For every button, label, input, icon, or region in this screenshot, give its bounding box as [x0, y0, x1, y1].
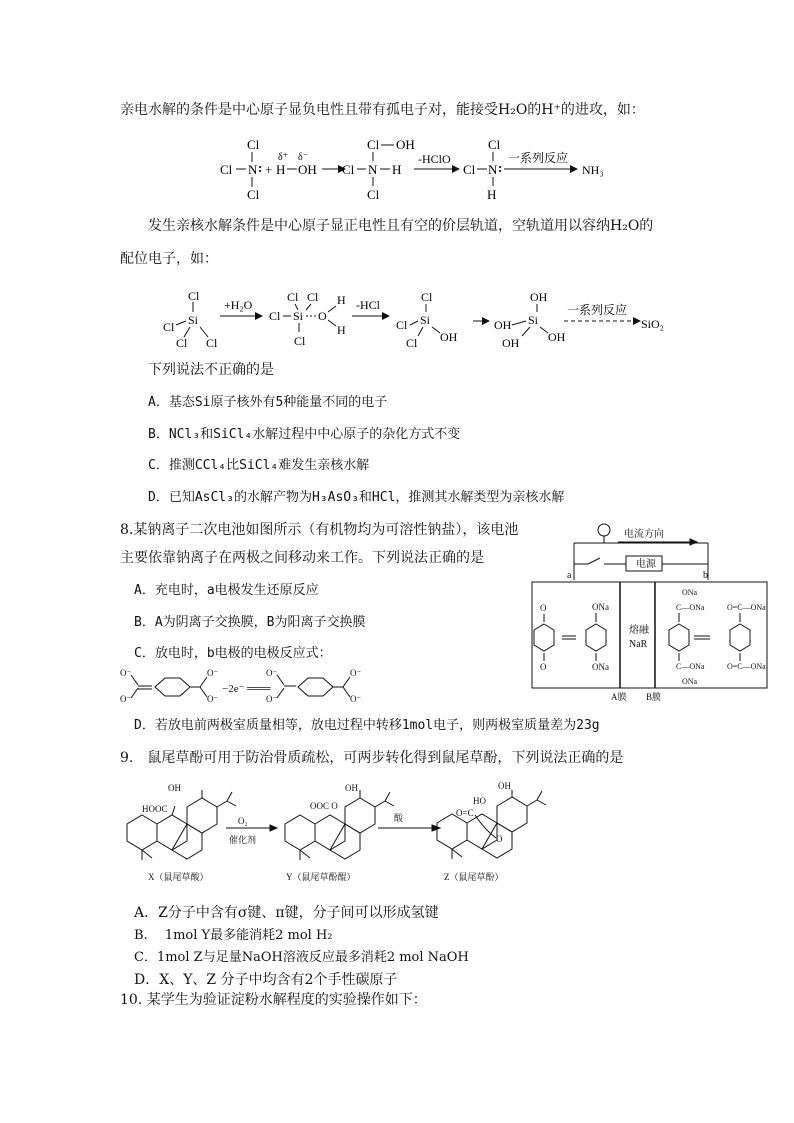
svg-text:OH: OH — [396, 137, 415, 152]
svg-text:Cl: Cl — [421, 290, 433, 304]
q7-stem: 下列说法不正确的是 — [148, 362, 274, 378]
svg-text:Cl: Cl — [488, 137, 501, 152]
svg-text:a: a — [567, 570, 572, 581]
svg-text:HO: HO — [473, 796, 486, 806]
svg-text:O=C: O=C — [456, 808, 474, 818]
svg-text:Cl: Cl — [406, 336, 418, 350]
svg-text::: : — [258, 160, 263, 175]
svg-text:Cl: Cl — [269, 309, 281, 323]
svg-text:O⁻: O⁻ — [120, 694, 132, 704]
svg-text:Cl: Cl — [342, 162, 355, 177]
svg-text:A膜: A膜 — [611, 692, 627, 702]
svg-text:Cl: Cl — [396, 318, 408, 332]
intro-line-1: 亲电水解的条件是中心原子显负电性且带有孤电子对，能接受H₂O的H⁺的进攻，如： — [120, 102, 645, 118]
svg-text:Si: Si — [528, 313, 539, 327]
svg-text:Si: Si — [293, 309, 304, 323]
svg-text:Y（鼠尾草酚醌）: Y（鼠尾草酚醌） — [286, 872, 356, 882]
svg-text:Cl: Cl — [206, 336, 218, 350]
svg-text:Z（鼠尾草酚）: Z（鼠尾草酚） — [444, 872, 504, 882]
svg-text:电流方向: 电流方向 — [624, 529, 664, 540]
svg-text:Cl: Cl — [287, 290, 299, 304]
svg-text:一系列反应: 一系列反应 — [567, 303, 628, 317]
svg-text:δ⁺: δ⁺ — [278, 152, 288, 163]
svg-text:O⁻: O⁻ — [350, 668, 362, 678]
svg-text:ONa: ONa — [592, 662, 609, 672]
svg-text:ONa: ONa — [592, 602, 609, 612]
q9-stem: 9. 鼠尾草酚可用于防治骨质疏松，可两步转化得到鼠尾草酚，下列说法正确的是 — [120, 750, 624, 766]
svg-text:Cl: Cl — [220, 162, 233, 177]
svg-text:Cl: Cl — [307, 290, 319, 304]
svg-text:H: H — [337, 293, 346, 307]
svg-text:H: H — [487, 187, 497, 202]
molecule-x — [127, 783, 236, 882]
svg-text::: : — [498, 160, 503, 175]
intro-line-3: 配位电子，如： — [120, 251, 218, 267]
svg-text:B膜: B膜 — [646, 692, 662, 702]
svg-text:H: H — [276, 162, 286, 177]
svg-text:Cl: Cl — [163, 320, 175, 334]
svg-text:ONa: ONa — [682, 588, 698, 597]
svg-text:SiO₂: SiO₂ — [641, 317, 664, 331]
svg-text:b: b — [703, 570, 708, 581]
q8-stem-2: 主要依靠钠离子在两极之间移动来工作。下列说法正确的是 — [120, 550, 484, 566]
svg-text:OH: OH — [298, 162, 317, 177]
svg-text:O⁻: O⁻ — [350, 694, 362, 704]
q8-option-a: A．充电时，a电极发生还原反应 — [134, 583, 319, 598]
q7-option-d: D．已知AsCl₃的水解产物为H₃AsO₃和HCl，推测其水解类型为亲核水解 — [148, 490, 565, 505]
q8-option-b: B．A为阴离子交换膜，B为阳离子交换膜 — [134, 615, 366, 630]
q7-option-a: A．基态Si原子核外有5种能量不同的电子 — [148, 395, 388, 410]
svg-text:OH: OH — [502, 336, 520, 350]
svg-text:O=C—ONa: O=C—ONa — [727, 662, 766, 671]
svg-text:OH: OH — [440, 330, 458, 344]
q9-option-d: D．X、Y、Z 分子中均含有2个手性碳原子 — [134, 972, 398, 988]
svg-text:Si: Si — [188, 313, 199, 327]
svg-text:Cl: Cl — [463, 162, 476, 177]
svg-text:O=C—ONa: O=C—ONa — [727, 603, 766, 612]
intro-line-2: 发生亲核水解条件是中心原子显正电性且有空的价层轨道，空轨道用以容纳H₂O的 — [148, 218, 654, 234]
svg-text:O: O — [318, 309, 327, 323]
molecule-z — [437, 781, 546, 882]
svg-text:一系列反应: 一系列反应 — [508, 151, 569, 165]
q9-option-a: A．Z分子中含有σ键、π键，分子间可以形成氢键 — [134, 905, 439, 921]
svg-text:+H₂O: +H₂O — [224, 298, 253, 312]
svg-text:NaR: NaR — [629, 639, 648, 650]
svg-text:H: H — [337, 323, 346, 337]
svg-text:酸: 酸 — [394, 813, 404, 823]
svg-text:Cl: Cl — [294, 334, 306, 348]
svg-text:O: O — [496, 834, 503, 844]
svg-text:OH: OH — [168, 783, 181, 793]
svg-text:N: N — [488, 162, 498, 177]
svg-text:OH: OH — [498, 781, 511, 791]
svg-text:HOOC: HOOC — [142, 804, 168, 814]
q7-option-b: B．NCl₃和SiCl₄水解过程中中心原子的杂化方式不变 — [148, 427, 461, 442]
svg-text:O: O — [540, 603, 547, 613]
svg-text:OH: OH — [548, 330, 566, 344]
svg-text:-HClO: -HClO — [418, 152, 451, 166]
svg-text:Cl: Cl — [247, 137, 260, 152]
svg-text:C—ONa: C—ONa — [676, 603, 705, 612]
q9-option-b: B. 1mol Y最多能消耗2 mol H₂ — [134, 928, 333, 943]
svg-text:O⁻: O⁻ — [207, 668, 219, 678]
svg-text:−2e⁻ ═══: −2e⁻ ═══ — [222, 683, 271, 695]
svg-text:OH: OH — [494, 318, 512, 332]
svg-text:δ⁻: δ⁻ — [298, 152, 308, 163]
svg-text:OH: OH — [345, 783, 358, 793]
svg-text:Si: Si — [420, 313, 431, 327]
svg-text:Cl: Cl — [367, 187, 380, 202]
svg-text:OOC O: OOC O — [310, 801, 338, 811]
svg-text:Cl: Cl — [247, 187, 260, 202]
svg-text:ONa: ONa — [682, 677, 698, 686]
svg-text:NH₃: NH₃ — [582, 163, 604, 177]
svg-text:-HCl: -HCl — [356, 298, 380, 312]
svg-text:H: H — [392, 162, 402, 177]
q8-stem-1: 8.某钠离子二次电池如图所示（有机物均为可溶性钠盐），该电池 — [120, 522, 519, 538]
svg-text:O⁻: O⁻ — [207, 694, 219, 704]
svg-text:O₂: O₂ — [238, 816, 248, 826]
svg-text:O⁻: O⁻ — [266, 668, 278, 678]
svg-text:Cl: Cl — [367, 137, 380, 152]
svg-text:N: N — [368, 162, 378, 177]
svg-text:电源: 电源 — [636, 559, 656, 570]
svg-text:Cl: Cl — [188, 289, 200, 303]
svg-text:催化剂: 催化剂 — [229, 835, 257, 845]
svg-text:+: + — [265, 162, 273, 177]
q10-stem: 10. 某学生为验证淀粉水解程度的实验操作如下： — [120, 992, 427, 1008]
svg-text:熔融: 熔融 — [629, 625, 649, 636]
q7-option-c: C．推测CCl₄比SiCl₄难发生亲核水解 — [148, 458, 370, 473]
q9-option-c: C．1mol Z与足量NaOH溶液反应最多消耗2 mol NaOH — [134, 950, 469, 965]
q8-option-c: C．放电时，b电极的电极反应式： — [134, 646, 332, 661]
q8-option-d: D．若放电前两极室质量相等，放电过程中转移1mol电子，则两极室质量差为23g — [134, 718, 600, 733]
svg-text:OH: OH — [530, 290, 548, 304]
svg-text:O⁻: O⁻ — [120, 668, 132, 678]
svg-text:C—ONa: C—ONa — [676, 662, 705, 671]
svg-text:O: O — [540, 662, 547, 672]
molecule-y — [285, 783, 394, 882]
svg-text:N: N — [248, 162, 258, 177]
svg-text:O⁻: O⁻ — [266, 694, 278, 704]
svg-text:Cl: Cl — [176, 336, 188, 350]
svg-text:X（鼠尾草酸）: X（鼠尾草酸） — [148, 872, 209, 882]
